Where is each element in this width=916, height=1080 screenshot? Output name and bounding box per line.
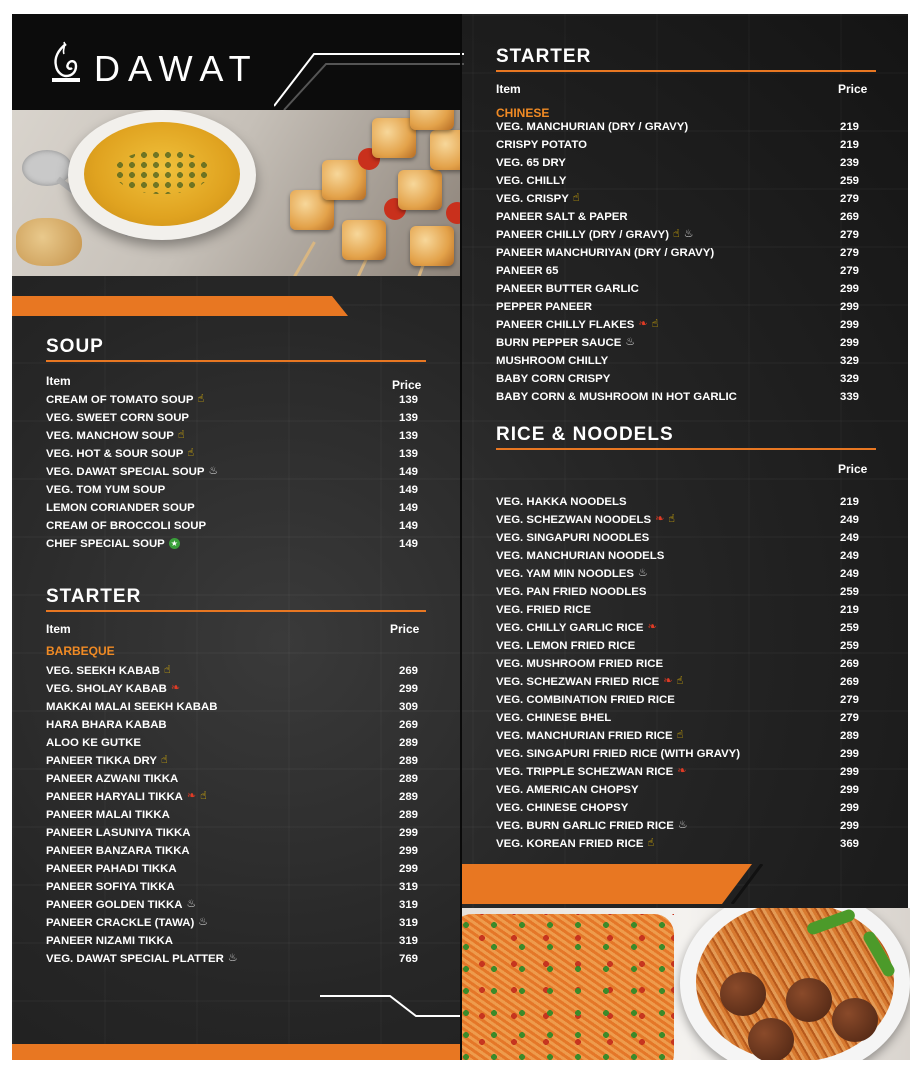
menu-item-price: 249 — [840, 568, 860, 580]
menu-item — [496, 227, 876, 245]
green-star-icon: ★ — [170, 539, 178, 549]
menu-item-price: 269 — [840, 211, 860, 223]
menu-item — [46, 699, 426, 717]
soup-title: SOUP — [46, 336, 104, 357]
menu-item — [496, 281, 876, 299]
soup-item-header: Item — [46, 374, 71, 388]
menu-item-price: 269 — [399, 665, 419, 677]
menu-item-price: 289 — [399, 809, 419, 821]
menu-item-name: BABY CORN & MUSHROOM IN HOT GARLIC — [496, 391, 737, 403]
menu-item — [496, 602, 876, 620]
menu-item-price: 299 — [840, 766, 860, 778]
menu-item — [46, 897, 426, 915]
menu-item-name: VEG. MANCHOW SOUP ☝ — [46, 429, 185, 442]
menu-item-name: VEG. CHILLY — [496, 175, 567, 187]
menu-item-name: VEG. HAKKA NOODELS — [496, 496, 627, 508]
menu-item-price: 219 — [840, 496, 860, 508]
menu-item — [496, 299, 876, 317]
menu-item-name: PEPPER PANEER — [496, 301, 593, 313]
menu-item — [496, 584, 876, 602]
menu-item-price: 219 — [840, 121, 860, 133]
menu-item-name: PANEER SALT & PAPER — [496, 211, 628, 223]
brand-name: DAWAT — [94, 48, 259, 89]
menu-item-name: VEG. MANCHURIAN FRIED RICE ☝ — [496, 729, 684, 742]
chili-icon: ❧ — [186, 790, 197, 803]
menu-item — [46, 464, 426, 482]
menu-item — [496, 746, 876, 764]
menu-item-price: 279 — [840, 712, 860, 724]
menu-item — [496, 155, 876, 173]
menu-item-price: 299 — [840, 337, 860, 349]
menu-item — [496, 494, 876, 512]
footer-slant-line — [320, 994, 460, 1018]
menu-item — [496, 371, 876, 389]
menu-item — [46, 410, 426, 428]
chef-hat-icon: ♨ — [198, 916, 209, 929]
thumbs-up-icon: ☝ — [676, 729, 684, 742]
starter-chinese-price-header: Price — [838, 82, 868, 96]
starter-bbq-price-header: Price — [390, 622, 420, 636]
menu-item-name: VEG. SINGAPURI FRIED RICE (WITH GRAVY) — [496, 748, 741, 760]
thumbs-up-icon: ☝ — [676, 675, 684, 688]
menu-item-name: BABY CORN CRISPY — [496, 373, 611, 385]
menu-item-price: 139 — [399, 448, 419, 460]
menu-item — [496, 800, 876, 818]
rice-noodels-list — [496, 494, 876, 854]
menu-item-name: ALOO KE GUTKE — [46, 737, 141, 749]
category-barbeque: BARBEQUE — [46, 644, 115, 658]
menu-item-name: PANEER MANCHURIYAN (DRY / GRAVY) — [496, 247, 715, 259]
menu-item-name: VEG. COMBINATION FRIED RICE — [496, 694, 675, 706]
menu-item-price: 149 — [399, 484, 419, 496]
left-column — [12, 14, 460, 1060]
right-column — [460, 14, 910, 1060]
menu-item-price: 139 — [399, 394, 419, 406]
rice-noodles-photo — [462, 908, 910, 1060]
chef-hat-icon — [48, 40, 84, 86]
menu-item — [46, 446, 426, 464]
thumbs-up-icon: ☝ — [647, 837, 655, 850]
menu-item — [46, 536, 426, 554]
menu-item-name: VEG. CRISPY ☝ — [496, 192, 580, 205]
thumbs-up-icon: ☝ — [197, 393, 205, 406]
menu-item-name: PANEER BUTTER GARLIC — [496, 283, 639, 295]
menu-item-name: PANEER CHILLY FLAKES ❧ ☝ — [496, 318, 659, 331]
menu-page — [12, 14, 908, 1060]
menu-item-name: VEG. DAWAT SPECIAL PLATTER ♨ — [46, 952, 238, 965]
chef-hat-icon: ♨ — [677, 819, 688, 832]
menu-item — [46, 843, 426, 861]
category-chinese: CHINESE — [496, 106, 550, 120]
menu-item-name: VEG. TOM YUM SOUP — [46, 484, 166, 496]
menu-item-price: 299 — [399, 827, 419, 839]
soup-price-header: Price — [392, 378, 422, 392]
menu-item-name: PANEER LASUNIYA TIKKA — [46, 827, 191, 839]
menu-item — [46, 807, 426, 825]
menu-item — [496, 764, 876, 782]
menu-item-price: 769 — [399, 953, 419, 965]
chef-hat-icon: ♨ — [625, 336, 636, 349]
menu-item-price: 279 — [840, 247, 860, 259]
starter-bbq-title: STARTER — [46, 586, 142, 607]
menu-item — [46, 771, 426, 789]
menu-item-name: MAKKAI MALAI SEEKH KABAB — [46, 701, 218, 713]
menu-item-price: 319 — [399, 917, 419, 929]
soup-list — [46, 392, 426, 554]
menu-item-name: VEG. MANCHURIAN (DRY / GRAVY) — [496, 121, 689, 133]
thumbs-up-icon: ☝ — [200, 790, 207, 803]
menu-item-price: 319 — [399, 881, 419, 893]
menu-item-price: 149 — [399, 466, 419, 478]
starter-bbq-item-header: Item — [46, 622, 71, 636]
menu-item-price: 299 — [840, 820, 860, 832]
menu-item-price: 249 — [840, 550, 860, 562]
menu-item — [496, 209, 876, 227]
menu-item-name: PANEER 65 — [496, 265, 559, 277]
menu-item-name: VEG. CHINESE CHOPSY — [496, 802, 629, 814]
starter-bbq-divider — [46, 610, 426, 612]
menu-item — [496, 137, 876, 155]
menu-item-price: 219 — [840, 139, 860, 151]
menu-item-name: VEG. FRIED RICE — [496, 604, 591, 616]
menu-item-name: VEG. SHOLAY KABAB ❧ — [46, 682, 181, 695]
menu-item-name: HARA BHARA KABAB — [46, 719, 167, 731]
menu-item-name: PANEER HARYALI TIKKA ❧ ☝ — [46, 790, 207, 803]
menu-item-price: 139 — [399, 430, 419, 442]
chili-icon: ❧ — [638, 318, 648, 331]
menu-item — [46, 951, 426, 969]
menu-item-price: 289 — [399, 755, 419, 767]
menu-item-name: PANEER GOLDEN TIKKA ♨ — [46, 898, 197, 911]
menu-item — [496, 530, 876, 548]
menu-item-name: PANEER CRACKLE (TAWA) ♨ — [46, 916, 209, 929]
menu-item-name: CREAM OF BROCCOLI SOUP — [46, 520, 207, 532]
chili-icon: ❧ — [677, 765, 687, 778]
menu-item — [46, 879, 426, 897]
menu-item-name: VEG. SWEET CORN SOUP — [46, 412, 190, 424]
thumbs-up-icon: ☝ — [187, 447, 195, 460]
orange-band-left — [12, 296, 460, 316]
menu-item-price: 299 — [840, 784, 860, 796]
orange-band-right — [462, 864, 910, 904]
menu-item — [496, 353, 876, 371]
chili-icon: ❧ — [170, 682, 181, 695]
starter-chinese-divider — [496, 70, 876, 72]
soup-divider — [46, 360, 426, 362]
menu-item-name: VEG. MUSHROOM FRIED RICE — [496, 658, 664, 670]
menu-item-name: VEG. KOREAN FRIED RICE ☝ — [496, 837, 655, 850]
barbeque-list — [46, 663, 426, 969]
menu-item-name: PANEER CHILLY (DRY / GRAVY) ☝ ♨ — [496, 228, 694, 241]
menu-item-name: VEG. CHILLY GARLIC RICE ❧ — [496, 621, 657, 634]
menu-item-name: VEG. BURN GARLIC FRIED RICE ♨ — [496, 819, 688, 832]
menu-item — [496, 119, 876, 137]
menu-item-price: 279 — [840, 265, 860, 277]
menu-item-name: VEG. 65 DRY — [496, 157, 566, 169]
menu-item — [46, 735, 426, 753]
rice-price-header: Price — [838, 462, 868, 476]
menu-item-price: 319 — [399, 899, 419, 911]
starter-chinese-item-header: Item — [496, 82, 521, 96]
menu-item-price: 289 — [399, 773, 419, 785]
menu-item-price: 319 — [399, 935, 419, 947]
menu-item-name: CRISPY POTATO — [496, 139, 587, 151]
chili-icon: ❧ — [647, 621, 657, 634]
menu-item-price: 329 — [840, 355, 860, 367]
menu-item-name: VEG. PAN FRIED NOODLES — [496, 586, 647, 598]
menu-item — [496, 548, 876, 566]
menu-item-price: 339 — [840, 391, 860, 403]
menu-item-name: VEG. YAM MIN NOODLES ♨ — [496, 567, 648, 580]
menu-item-name: PANEER SOFIYA TIKKA — [46, 881, 175, 893]
menu-item — [496, 692, 876, 710]
menu-item-name: CHEF SPECIAL SOUP ★ — [46, 538, 178, 550]
menu-item-price: 149 — [399, 538, 419, 550]
menu-item — [496, 389, 876, 407]
menu-item — [46, 915, 426, 933]
menu-item-name: PANEER NIZAMI TIKKA — [46, 935, 173, 947]
footer-orange-bar — [12, 1044, 460, 1060]
menu-item — [496, 620, 876, 638]
menu-item-price: 259 — [840, 622, 860, 634]
menu-item-name: PANEER AZWANI TIKKA — [46, 773, 179, 785]
chef-hat-icon: ♨ — [186, 898, 197, 911]
menu-item-price: 269 — [399, 719, 419, 731]
menu-item-name: VEG. SCHEZWAN NOODELS ❧ ☝ — [496, 513, 675, 526]
menu-item-name: VEG. AMERICAN CHOPSY — [496, 784, 639, 796]
menu-item — [46, 825, 426, 843]
menu-item-name: MUSHROOM CHILLY — [496, 355, 609, 367]
rice-noodels-title: RICE & NOODELS — [496, 424, 674, 445]
menu-item — [496, 512, 876, 530]
menu-item-price: 299 — [399, 845, 419, 857]
thumbs-up-icon: ☝ — [668, 513, 675, 526]
menu-item — [496, 782, 876, 800]
chili-icon: ❧ — [663, 675, 673, 688]
menu-item-name: VEG. SEEKH KABAB ☝ — [46, 664, 171, 677]
menu-item-name: PANEER PAHADI TIKKA — [46, 863, 177, 875]
menu-item-price: 369 — [840, 838, 860, 850]
chef-hat-icon: ♨ — [683, 228, 694, 241]
menu-item — [46, 789, 426, 807]
menu-item-price: 239 — [840, 157, 860, 169]
thumbs-up-icon: ☝ — [177, 429, 185, 442]
menu-item — [496, 836, 876, 854]
menu-item-name: VEG. SCHEZWAN FRIED RICE ❧ ☝ — [496, 675, 684, 688]
menu-item-price: 279 — [840, 229, 860, 241]
menu-item-price: 289 — [840, 730, 860, 742]
menu-item-price: 329 — [840, 373, 860, 385]
thumbs-up-icon: ☝ — [673, 228, 680, 241]
chili-icon: ❧ — [655, 513, 665, 526]
menu-item-price: 289 — [399, 791, 419, 803]
menu-item-price: 139 — [399, 412, 419, 424]
menu-item-price: 299 — [840, 283, 860, 295]
menu-item-price: 299 — [399, 683, 419, 695]
menu-item — [496, 638, 876, 656]
menu-item — [496, 173, 876, 191]
menu-item — [46, 518, 426, 536]
menu-item — [496, 245, 876, 263]
menu-item-price: 279 — [840, 193, 860, 205]
menu-item-price: 249 — [840, 532, 860, 544]
menu-item — [496, 317, 876, 335]
menu-item-price: 269 — [840, 676, 860, 688]
thumbs-up-icon: ☝ — [572, 192, 580, 205]
chef-hat-icon: ♨ — [227, 952, 238, 965]
menu-item-price: 309 — [399, 701, 419, 713]
menu-item-price: 289 — [399, 737, 419, 749]
menu-item — [46, 482, 426, 500]
menu-item — [496, 335, 876, 353]
menu-item — [46, 428, 426, 446]
menu-item-name: VEG. MANCHURIAN NOODELS — [496, 550, 665, 562]
menu-item-price: 299 — [840, 802, 860, 814]
menu-item — [46, 753, 426, 771]
menu-item-price: 299 — [840, 301, 860, 313]
menu-item — [496, 674, 876, 692]
menu-item-price: 219 — [840, 604, 860, 616]
menu-item — [46, 392, 426, 410]
menu-item-price: 299 — [840, 319, 860, 331]
rice-noodels-divider — [496, 448, 876, 450]
menu-item-name: PANEER MALAI TIKKA — [46, 809, 170, 821]
menu-item-name: VEG. SINGAPURI NOODLES — [496, 532, 650, 544]
chef-hat-icon: ♨ — [208, 465, 219, 478]
thumbs-up-icon: ☝ — [163, 664, 171, 677]
menu-item — [46, 681, 426, 699]
menu-item-name: PANEER TIKKA DRY ☝ — [46, 754, 168, 767]
thumbs-up-icon: ☝ — [651, 318, 659, 331]
menu-item — [46, 933, 426, 951]
thumbs-up-icon: ☝ — [160, 754, 168, 767]
menu-item — [496, 728, 876, 746]
menu-item-price: 149 — [399, 520, 419, 532]
menu-item-name: BURN PEPPER SAUCE ♨ — [496, 336, 636, 349]
menu-item-name: VEG. CHINESE BHEL — [496, 712, 612, 724]
menu-item-name: VEG. DAWAT SPECIAL SOUP ♨ — [46, 465, 219, 478]
menu-item-name: CREAM OF TOMATO SOUP ☝ — [46, 393, 205, 406]
menu-item-price: 299 — [399, 863, 419, 875]
menu-item — [496, 818, 876, 836]
menu-item-price: 259 — [840, 640, 860, 652]
menu-item — [46, 500, 426, 518]
menu-item-price: 299 — [840, 748, 860, 760]
menu-item-name: VEG. LEMON FRIED RICE — [496, 640, 636, 652]
menu-item-name: LEMON CORIANDER SOUP — [46, 502, 195, 514]
soup-kebab-photo — [12, 110, 460, 276]
menu-item-price: 269 — [840, 658, 860, 670]
chef-hat-icon: ♨ — [637, 567, 648, 580]
menu-item-name: VEG. TRIPPLE SCHEZWAN RICE ❧ — [496, 765, 687, 778]
menu-item — [496, 263, 876, 281]
menu-item-price: 279 — [840, 694, 860, 706]
menu-item — [46, 861, 426, 879]
menu-item — [496, 656, 876, 674]
menu-item-price: 149 — [399, 502, 419, 514]
menu-item — [46, 717, 426, 735]
starter-chinese-title: STARTER — [496, 46, 592, 67]
menu-item — [46, 663, 426, 681]
menu-item — [496, 191, 876, 209]
menu-item-price: 259 — [840, 175, 860, 187]
menu-item-name: VEG. HOT & SOUR SOUP ☝ — [46, 447, 195, 460]
menu-item-price: 249 — [840, 514, 860, 526]
menu-item — [496, 566, 876, 584]
menu-item-name: PANEER BANZARA TIKKA — [46, 845, 190, 857]
header-slant-lines — [274, 50, 464, 110]
menu-item — [496, 710, 876, 728]
menu-item-price: 259 — [840, 586, 860, 598]
chinese-list — [496, 119, 876, 407]
